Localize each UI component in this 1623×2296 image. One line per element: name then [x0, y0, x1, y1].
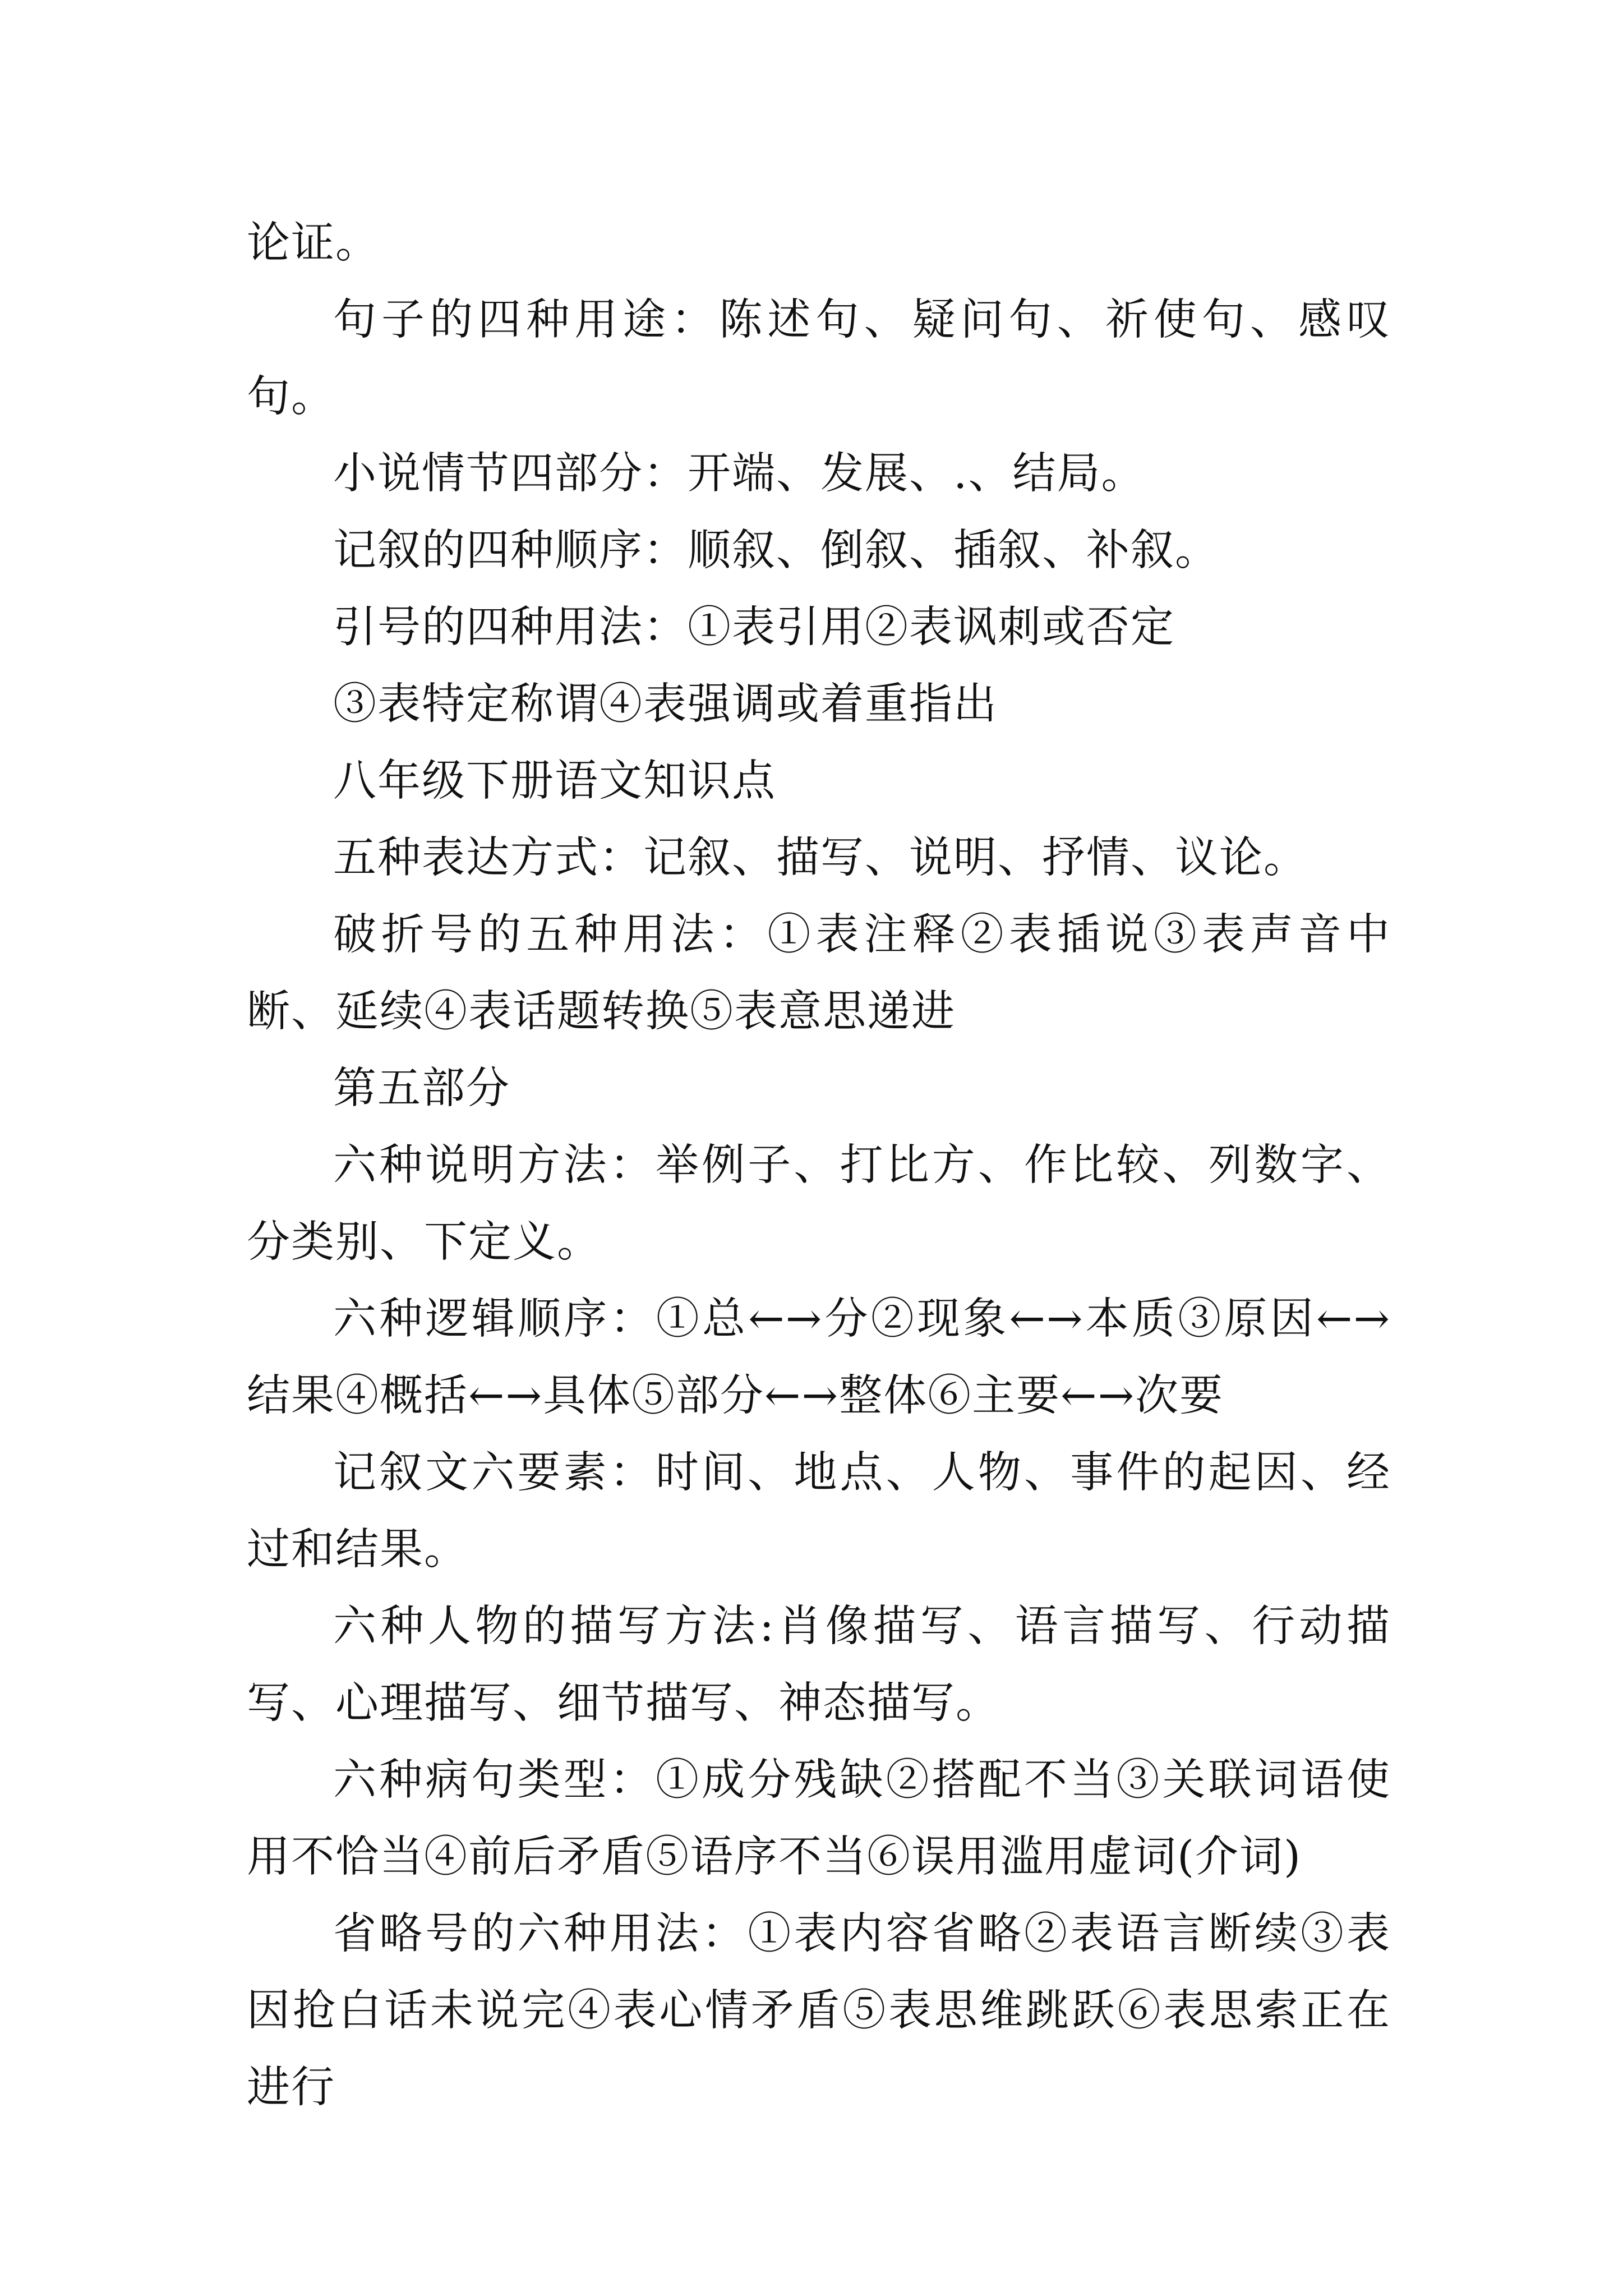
- paragraph-ellipsis-usage: 省略号的六种用法：①表内容省略②表语言断续③表因抢白话未说完④表心情矛盾⑤表思维跳跃⑥表思索正在进行: [247, 1909, 1391, 2113]
- paragraph-dash-usage: 破折号的五种用法：①表注释②表插说③表声音中断、延续④表话题转换⑤表意思递进: [247, 910, 1391, 1037]
- section-heading-part5: 第五部分: [333, 1064, 510, 1114]
- paragraph-expression-modes: 五种表达方式：记叙、描写、说明、抒情、议论。: [333, 833, 1308, 883]
- paragraph-novel-plot: 小说情节四部分：开端、发展、.、结局。: [333, 449, 1146, 499]
- paragraph-logical-order: 六种逻辑顺序：①总←→分②现象←→本质③原因←→结果④概括←→具体⑤部分←→整体⑥主要←→次要: [247, 1294, 1391, 1421]
- paragraph-sentence-uses: 句子的四种用途：陈述句、疑问句、祈使句、感叹句。: [247, 295, 1391, 422]
- paragraph-character-description: 六种人物的描写方法:肖像描写、语言描写、行动描写、心理描写、细节描写、神态描写。: [247, 1602, 1391, 1728]
- paragraph-quote-marks-cont: ③表特定称谓④表强调或着重指出: [333, 679, 998, 729]
- paragraph-faulty-sentences: 六种病句类型：①成分残缺②搭配不当③关联词语使用不恰当④前后矛盾⑤语序不当⑥误用滥用虚词(介词): [247, 1755, 1391, 1882]
- section-heading-grade8: 八年级下册语文知识点: [333, 756, 776, 806]
- paragraph-narrative-order: 记叙的四种顺序：顺叙、倒叙、插叙、补叙。: [333, 526, 1219, 576]
- paragraph-explanation-methods: 六种说明方法：举例子、打比方、作比较、列数字、分类别、下定义。: [247, 1140, 1391, 1267]
- paragraph-continuation: 论证。: [247, 218, 380, 268]
- paragraph-quote-marks: 引号的四种用法：①表引用②表讽刺或否定: [333, 602, 1175, 652]
- document-body: [247, 205, 1391, 2126]
- paragraph-narrative-elements: 记叙文六要素：时间、地点、人物、事件的起因、经过和结果。: [247, 1448, 1391, 1575]
